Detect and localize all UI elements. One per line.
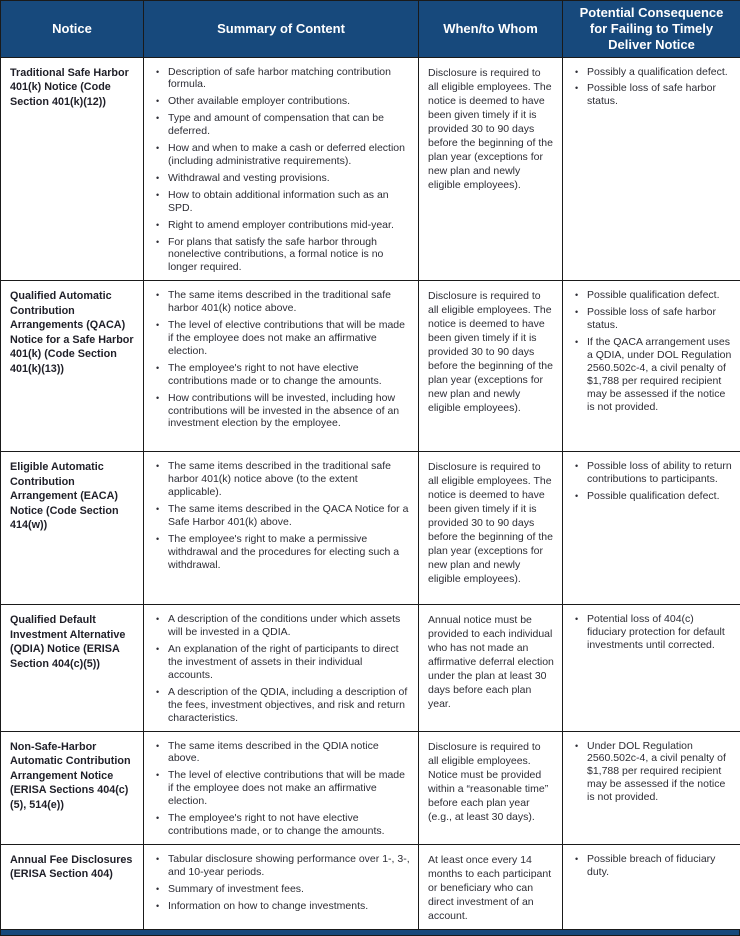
bullet-text: Under DOL Regulation 2560.502c-4, a civil penalty of $1,788 per required recipient may be assessed if the notice is not provided. [587,740,732,805]
when-cell [419,731,563,844]
column-header-summary: Summary of Content [144,1,419,58]
column-header-when: When/to Whom [419,1,563,58]
summary-cell [144,731,419,844]
bullet-text: The employee's right to not have elective contributions made or to change the amounts. [168,362,410,388]
bullet-item [572,613,732,652]
consequence-bullet-list [572,611,732,652]
bullet-item [153,643,410,682]
summary-cell [144,844,419,929]
consequence-cell [563,452,740,605]
bullet-item [153,853,410,879]
bullet-text: The same items described in the traditional safe harbor 401(k) notice above (to the extent applicable). [168,460,410,499]
bullet-icon: • [153,219,168,232]
bullet-item [153,883,410,896]
bullet-text: Possible loss of safe harbor status. [587,306,732,332]
table-row [1,844,740,929]
bullet-item [572,66,732,79]
bullet-item [153,613,410,639]
consequence-cell [563,731,740,844]
bullet-text: Possible breach of fiduciary duty. [587,853,732,879]
bullet-item [572,490,732,503]
bullet-icon: • [153,236,168,275]
consequence-cell [563,57,740,281]
bullet-text: Summary of investment fees. [168,883,410,896]
bullet-text: Right to amend employer contributions mid-year. [168,219,410,232]
table-row [1,281,740,452]
when-text: At least once every 14 months to each participant or beneficiary who can direct investment of an account. [428,851,554,923]
bullet-item [153,686,410,725]
when-text: Disclosure is required to all eligible employees. The notice is deemed to have been given timely if it is provided 30 to 90 days before the beginning of the plan year (exceptions for new plan and newly eligible employees). [428,458,554,586]
bullet-item [153,142,410,168]
table-row [1,731,740,844]
summary-cell [144,281,419,452]
bullet-icon: • [153,740,168,766]
bullet-text: The level of elective contributions that will be made if the employee does not make an affirmative election. [168,319,410,358]
bullet-item [153,362,410,388]
bullet-item [572,336,732,413]
bullet-icon: • [153,362,168,388]
bullet-item [153,172,410,185]
table-row [1,605,740,731]
notice-cell [1,57,144,281]
bullet-icon: • [572,289,587,302]
bullet-text: The same items described in the QDIA notice above. [168,740,410,766]
when-cell [419,281,563,452]
bullet-item [153,812,410,838]
bullet-text: Information on how to change investments. [168,900,410,913]
consequence-bullet-list [572,458,732,503]
bullet-icon: • [153,189,168,215]
bullet-icon: • [153,142,168,168]
summary-cell [144,605,419,731]
bullet-text: Possibly a qualification defect. [587,66,732,79]
consequence-bullet-list [572,64,732,109]
column-header-notice: Notice [1,1,144,58]
bullet-icon: • [153,172,168,185]
bullet-icon: • [153,289,168,315]
bullet-icon: • [572,853,587,879]
bullet-text: The level of elective contributions that will be made if the employee does not make an affirmative election. [168,769,410,808]
when-text: Disclosure is required to all eligible employees. The notice is deemed to have been given timely if it is provided 30 to 90 days before the beginning of the plan year (exceptions for new plan and newly eligible employees). [428,287,554,415]
bullet-item [572,82,732,108]
bullet-text: An explanation of the right of participants to direct the investment of assets in their individual accounts. [168,643,410,682]
bullet-text: For plans that satisfy the safe harbor through nonelective contributions, a formal notice is no longer required. [168,236,410,275]
bullet-icon: • [153,319,168,358]
bullet-text: A description of the conditions under which assets will be invested in a QDIA. [168,613,410,639]
bullet-icon: • [153,643,168,682]
bullet-item [572,306,732,332]
summary-bullet-list [153,738,410,838]
table-row [1,452,740,605]
summary-bullet-list [153,611,410,724]
notice-title: Qualified Automatic Contribution Arrangements (QACA) Notice for a Safe Harbor 401(k) (Code Section 401(k)(13)) [10,287,135,376]
bullet-text: Description of safe harbor matching contribution formula. [168,66,410,92]
when-text: Disclosure is required to all eligible employees. Notice must be provided within a “reasonable time” before each plan year (e.g., at least 30 days). [428,738,554,824]
bullet-item [572,740,732,805]
bullet-text: Type and amount of compensation that can be deferred. [168,112,410,138]
bullet-item [572,460,732,486]
when-text: Annual notice must be provided to each individual who has not made an affirmative deferral election under the plan at least 30 days before each plan year. [428,611,554,711]
bullet-item [153,900,410,913]
bullet-item [153,319,410,358]
bullet-icon: • [572,82,587,108]
when-cell [419,844,563,929]
when-text: Disclosure is required to all eligible employees. The notice is deemed to have been given timely if it is provided 30 to 90 days before the beginning of the plan year (exceptions for new plan and newly eligible employees). [428,64,554,192]
bullet-text: The same items described in the QACA Notice for a Safe Harbor 401(k) above. [168,503,410,529]
consequence-cell [563,844,740,929]
bullet-item [153,236,410,275]
bullet-item [153,66,410,92]
summary-bullet-list [153,64,410,275]
when-cell [419,452,563,605]
bullet-icon: • [572,306,587,332]
bullet-item [572,289,732,302]
bullet-icon: • [572,460,587,486]
consequence-bullet-list [572,851,732,879]
bullet-item [153,392,410,431]
bullet-icon: • [572,66,587,79]
bullet-icon: • [572,740,587,805]
notice-cell [1,844,144,929]
bullet-item [153,503,410,529]
bullet-icon: • [153,392,168,431]
bullet-text: Other available employer contributions. [168,95,410,108]
bullet-text: The employee's right to make a permissive withdrawal and the procedures for electing such a withdrawal. [168,533,410,572]
summary-bullet-list [153,458,410,571]
notice-cell [1,281,144,452]
bullet-text: Tabular disclosure showing performance over 1-, 3-, and 10-year periods. [168,853,410,879]
when-cell [419,605,563,731]
bullet-text: A description of the QDIA, including a description of the fees, investment objectives, and risk and return characteristics. [168,686,410,725]
bullet-item [153,460,410,499]
bullet-icon: • [153,613,168,639]
bullet-item [572,853,732,879]
table-row [1,57,740,281]
bullet-icon: • [153,66,168,92]
summary-cell [144,57,419,281]
bullet-icon: • [153,112,168,138]
bullet-text: The same items described in the traditional safe harbor 401(k) notice above. [168,289,410,315]
consequence-bullet-list [572,738,732,805]
bullet-icon: • [153,503,168,529]
bullet-icon: • [153,686,168,725]
consequence-bullet-list [572,287,732,413]
summary-cell [144,452,419,605]
bullet-icon: • [153,769,168,808]
bullet-icon: • [153,533,168,572]
header-row [1,1,740,58]
bullet-text: If the QACA arrangement uses a QDIA, under DOL Regulation 2560.502c-4, a civil penalty of $1,788 per required recipient may be assessed if the notice is not provided. [587,336,732,413]
bullet-text: Possible loss of safe harbor status. [587,82,732,108]
bullet-icon: • [153,95,168,108]
column-header-consequence: Potential Consequence for Failing to Timely Deliver Notice [563,1,740,58]
bullet-text: How contributions will be invested, including how contributions will be invested in the absence of an investment election by the employee. [168,392,410,431]
bullet-icon: • [153,460,168,499]
notice-cell [1,731,144,844]
consequence-cell [563,605,740,731]
bullet-item [153,289,410,315]
bullet-icon: • [572,336,587,413]
bullet-item [153,769,410,808]
notice-title: Annual Fee Disclosures (ERISA Section 404) [10,851,135,882]
summary-bullet-list [153,851,410,913]
bullet-text: How and when to make a cash or deferred election (including administrative requirements). [168,142,410,168]
notice-title: Traditional Safe Harbor 401(k) Notice (Code Section 401(k)(12)) [10,64,135,110]
bullet-icon: • [153,812,168,838]
notice-title: Qualified Default Investment Alternative (QDIA) Notice (ERISA Section 404(c)(5)) [10,611,135,671]
bullet-text: Possible loss of ability to return contributions to participants. [587,460,732,486]
bullet-item [153,219,410,232]
bullet-item [153,112,410,138]
bullet-icon: • [572,613,587,652]
bullet-text: The employee's right to not have elective contributions made, or to change the amounts. [168,812,410,838]
bullet-text: Possible qualification defect. [587,289,732,302]
bullet-item [153,189,410,215]
bullet-text: How to obtain additional information such as an SPD. [168,189,410,215]
bullet-icon: • [153,883,168,896]
bottom-border-bar [0,930,740,936]
bullet-icon: • [153,853,168,879]
notice-cell [1,452,144,605]
table-body [1,57,740,929]
bullet-text: Potential loss of 404(c) fiduciary protection for default investments until corrected. [587,613,732,652]
bullet-icon: • [572,490,587,503]
bullet-icon: • [153,900,168,913]
bullet-item [153,533,410,572]
bullet-item [153,740,410,766]
consequence-cell [563,281,740,452]
notice-title: Eligible Automatic Contribution Arrangement (EACA) Notice (Code Section 414(w)) [10,458,135,533]
notice-cell [1,605,144,731]
bullet-text: Possible qualification defect. [587,490,732,503]
bullet-item [153,95,410,108]
when-cell [419,57,563,281]
bullet-text: Withdrawal and vesting provisions. [168,172,410,185]
summary-bullet-list [153,287,410,430]
notice-title: Non-Safe-Harbor Automatic Contribution Arrangement Notice (ERISA Sections 404(c)(5), 514(e)) [10,738,135,813]
